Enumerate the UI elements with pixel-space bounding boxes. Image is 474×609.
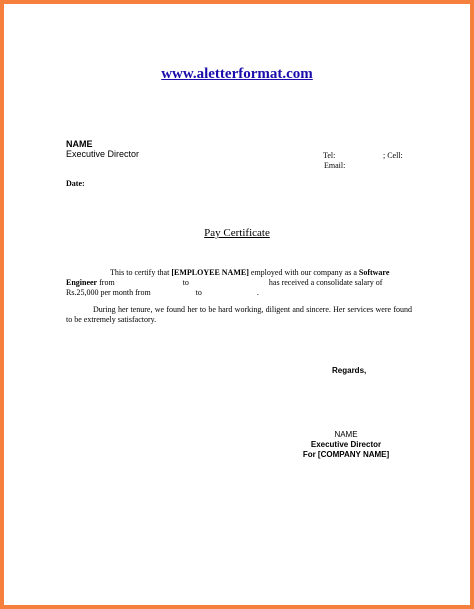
date-label: Date: xyxy=(66,179,85,188)
paragraph-1-line-3 xyxy=(66,288,412,298)
regards-text: Regards, xyxy=(332,366,367,375)
sender-title: Executive Director xyxy=(66,149,140,159)
signer-title: Executive Director xyxy=(310,440,382,449)
website-link[interactable]: www.aletterformat.com xyxy=(161,66,313,82)
body-paragraph-1 xyxy=(66,268,412,298)
paragraph-1-line-2 xyxy=(66,278,412,288)
signature-block xyxy=(266,430,426,460)
to-text-2: to xyxy=(195,288,202,297)
role-text-b: Engineer xyxy=(66,278,98,287)
signer-name: NAME xyxy=(334,430,358,439)
cell-label: ; Cell: xyxy=(383,151,403,160)
company-name: For [COMPANY NAME] xyxy=(302,450,390,459)
intro-text: This to certify that xyxy=(110,268,170,277)
to-text: to xyxy=(182,278,189,287)
period-text: . xyxy=(256,288,259,297)
salary-text: Rs.25,000 per month from xyxy=(66,288,151,297)
role-text-a: Software xyxy=(358,268,390,277)
paragraph-1-line-1 xyxy=(66,268,412,278)
received-text: has received a consolidate salary of xyxy=(268,278,383,287)
employee-name: [EMPLOYEE NAME] xyxy=(171,268,249,277)
email-label: Email: xyxy=(324,161,346,170)
sender-name: NAME xyxy=(66,139,93,149)
employed-text: employed with our company as a xyxy=(250,268,357,277)
letter-title: Pay Certificate xyxy=(204,227,270,239)
tel-label: Tel: xyxy=(323,151,336,160)
body-paragraph-2: During her tenure, we found her to be hard working, diligent and sincere. Her services were found to be extremely satisfactory. xyxy=(66,305,412,324)
from-text: from xyxy=(99,278,115,287)
